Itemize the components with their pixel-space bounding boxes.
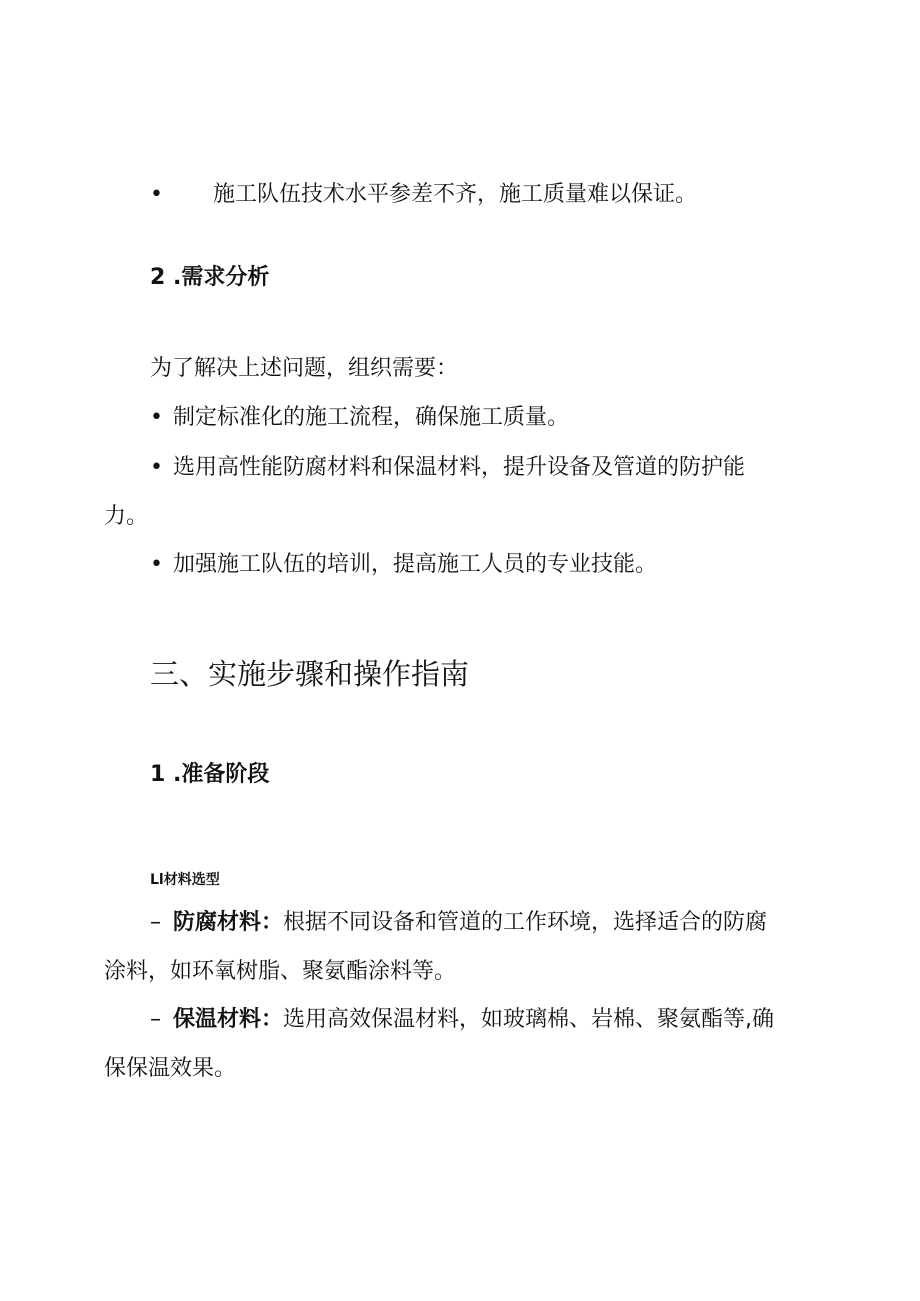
bullet-marker: • (150, 552, 163, 577)
anticorrosion-label: 防腐材料： (173, 910, 284, 935)
insulation-label: 保温材料： (173, 1007, 284, 1032)
insulation-line1 (173, 1005, 774, 1035)
dash-marker: – (150, 1007, 161, 1032)
bullet-marker: • (150, 182, 163, 207)
section2-item-3: 加强施工队伍的培训，提高施工人员的专业技能。 (173, 552, 658, 577)
anticorrosion-line2: 涂料，如环氧树脂、聚氨酯涂料等。 (104, 959, 457, 984)
section2-heading: 2 .需求分析 (150, 265, 270, 290)
anticorrosion-text: 根据不同设备和管道的工作环境，选择适合的防腐 (283, 910, 768, 935)
insulation-line2: 保保温效果。 (104, 1056, 237, 1081)
section3-sub1-heading: 1 .准备阶段 (150, 762, 270, 787)
section3-sub1-1-heading: Ll材料选型 (150, 872, 220, 888)
section2-item-2-line2: 力。 (104, 504, 149, 529)
anticorrosion-line1 (173, 908, 767, 938)
insulation-text: 选用高效保温材料，如玻璃棉、岩棉、聚氨酯等,确 (283, 1007, 775, 1032)
section3-heading: 三、实施步骤和操作指南 (150, 657, 470, 691)
intro-bullet-text: 施工队伍技术水平参差不齐，施工质量难以保证。 (213, 182, 698, 207)
section2-intro: 为了解决上述问题，组织需要： (150, 356, 459, 381)
section2-item-1: 制定标准化的施工流程，确保施工质量。 (173, 405, 570, 430)
bullet-marker: • (150, 405, 163, 430)
section2-item-2-line1: 选用高性能防腐材料和保温材料，提升设备及管道的防护能 (173, 455, 746, 480)
bullet-marker: • (150, 455, 163, 480)
dash-marker: – (150, 910, 161, 935)
